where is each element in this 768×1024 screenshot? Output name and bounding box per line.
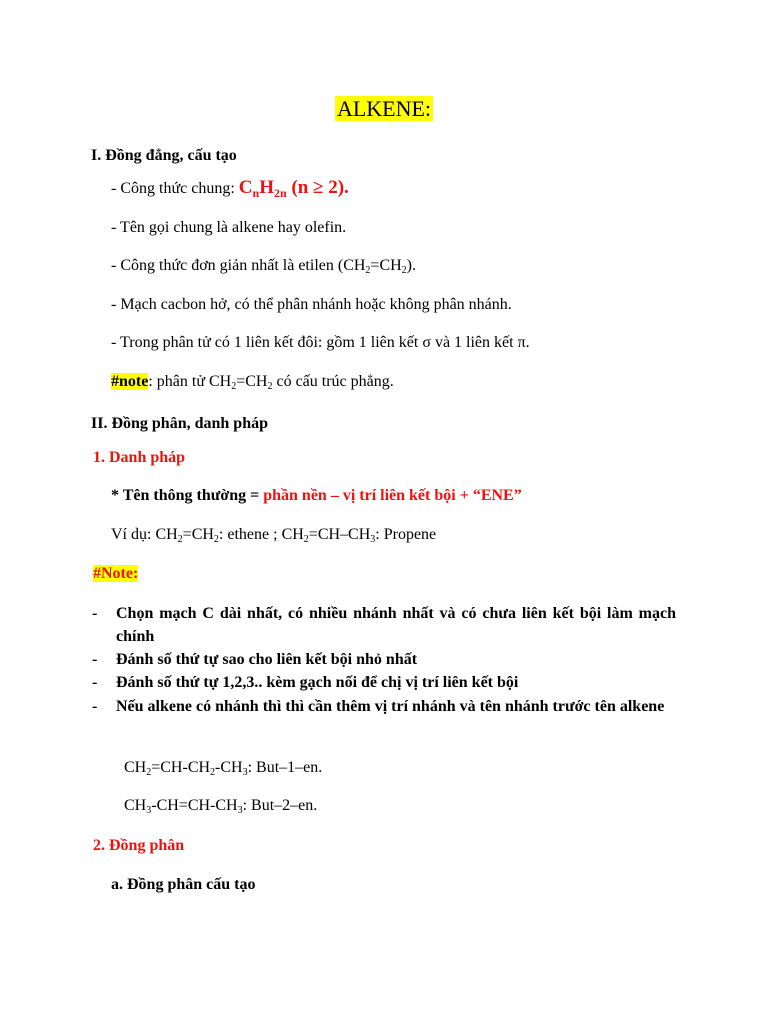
note-label: #Note: bbox=[93, 565, 139, 582]
section-1-heading: I. Đồng đẳng, cấu tạo bbox=[91, 147, 237, 164]
list-item: - Đánh số thứ tự 1,2,3.. kèm gạch nối để chị vị trí liên kết bội bbox=[92, 674, 519, 691]
butene-2-example: $CH_3-CH=CH-CH_3$: But–2–en. bbox=[124, 797, 318, 816]
general-formula-label: - Công thức chung: bbox=[111, 180, 235, 197]
list-item: - Nếu alkene có nhánh thì thì cần thêm vị trí nhánh và tên nhánh trước tên alkene bbox=[92, 698, 665, 715]
list-item: - Chọn mạch C dài nhất, có nhiều nhánh nhất và có chưa liên kết bội làm mạch chính bbox=[92, 605, 676, 645]
isomer-subheading: 2. Đồng phân bbox=[93, 837, 185, 854]
naming-example: Ví dụ: $CH_2=CH_2$: ethene ; $CH_2=CH-CH_3$: Propene bbox=[111, 526, 437, 545]
note-tag: #note bbox=[111, 373, 149, 390]
carbon-chain-line: - Mạch cacbon hở, có thể phân nhánh hoặc không phân nhánh. bbox=[111, 296, 512, 313]
simplest-formula-line: - Công thức đơn giản nhất là etilen $(CH_2=CH_2)$. bbox=[111, 257, 416, 276]
naming-subheading: 1. Danh pháp bbox=[93, 449, 186, 466]
planar-note-line: #note: phân tử $CH_2=CH_2$ có cấu trúc phẳng. bbox=[111, 373, 394, 392]
general-formula-line bbox=[111, 178, 349, 199]
page-title: ALKENE: bbox=[336, 96, 432, 121]
double-bond-line: - Trong phân tử có 1 liên kết đôi: gồm 1 liên kết σ và 1 liên kết π. bbox=[111, 334, 530, 351]
naming-rule: * Tên thông thường = phần nền – vị trí liên kết bội + “ENE” bbox=[111, 487, 522, 504]
structural-isomer-heading: a. Đồng phân cấu tạo bbox=[111, 876, 256, 893]
section-2-heading: II. Đồng phân, danh pháp bbox=[91, 415, 268, 432]
list-item: - Đánh số thứ tự sao cho liên kết bội nhỏ nhất bbox=[92, 651, 418, 668]
general-formula: $C_nH_{2n}$ (n ≥ 2). bbox=[238, 177, 349, 200]
butene-1-example: $CH_2=CH-CH_2-CH_3$: But–1–en. bbox=[124, 759, 323, 778]
general-name-line: - Tên gọi chung là alkene hay olefin. bbox=[111, 219, 347, 236]
